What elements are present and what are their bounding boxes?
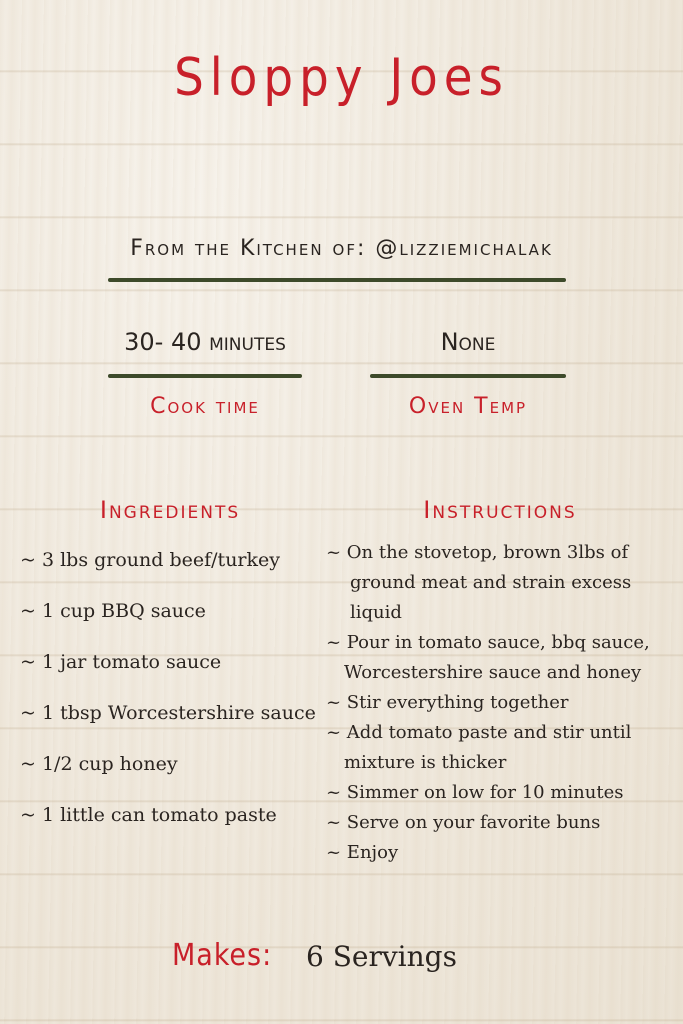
ingredient-item: ~ 3 lbs ground beef/turkey — [20, 549, 281, 571]
instructions-heading: Instructions — [423, 496, 577, 524]
divider-cook-time — [108, 374, 302, 378]
instruction-step: ~ Add tomato paste and stir until mixture is thicker — [326, 722, 632, 773]
ingredient-item: ~ 1 cup BBQ sauce — [20, 600, 206, 622]
instructions-list — [326, 538, 676, 868]
instruction-step: ~ Enjoy — [326, 842, 399, 863]
ingredient-item: ~ 1/2 cup honey — [20, 753, 178, 775]
recipe-title: Sloppy Joes — [174, 48, 509, 108]
ingredients-heading: Ingredients — [99, 496, 241, 524]
cook-time-value: 30- 40 minutes — [124, 328, 286, 356]
kitchen-credit: From the Kitchen of: @lizziemichalak — [130, 236, 553, 261]
divider-from — [108, 278, 566, 282]
makes-label: Makes: — [172, 938, 273, 973]
oven-temp-label: Oven Temp — [408, 394, 528, 419]
cook-time-label: Cook time — [150, 394, 260, 419]
ingredient-item: ~ 1 jar tomato sauce — [20, 651, 222, 673]
instruction-step: ~ On the stovetop, brown 3lbs of ground meat and strain excess liquid — [326, 542, 632, 623]
divider-oven-temp — [370, 374, 566, 378]
oven-temp-value: None — [440, 328, 496, 356]
instruction-step: ~ Serve on your favorite buns — [326, 812, 601, 833]
servings-value: 6 Servings — [306, 940, 457, 973]
instruction-step: ~ Simmer on low for 10 minutes — [326, 782, 624, 803]
instruction-step: ~ Pour in tomato sauce, bbq sauce, Worcestershire sauce and honey — [326, 632, 650, 683]
ingredient-item: ~ 1 tbsp Worcestershire sauce — [20, 702, 316, 724]
ingredient-item: ~ 1 little can tomato paste — [20, 804, 277, 826]
ingredients-list — [20, 548, 320, 854]
instruction-step: ~ Stir everything together — [326, 692, 569, 713]
